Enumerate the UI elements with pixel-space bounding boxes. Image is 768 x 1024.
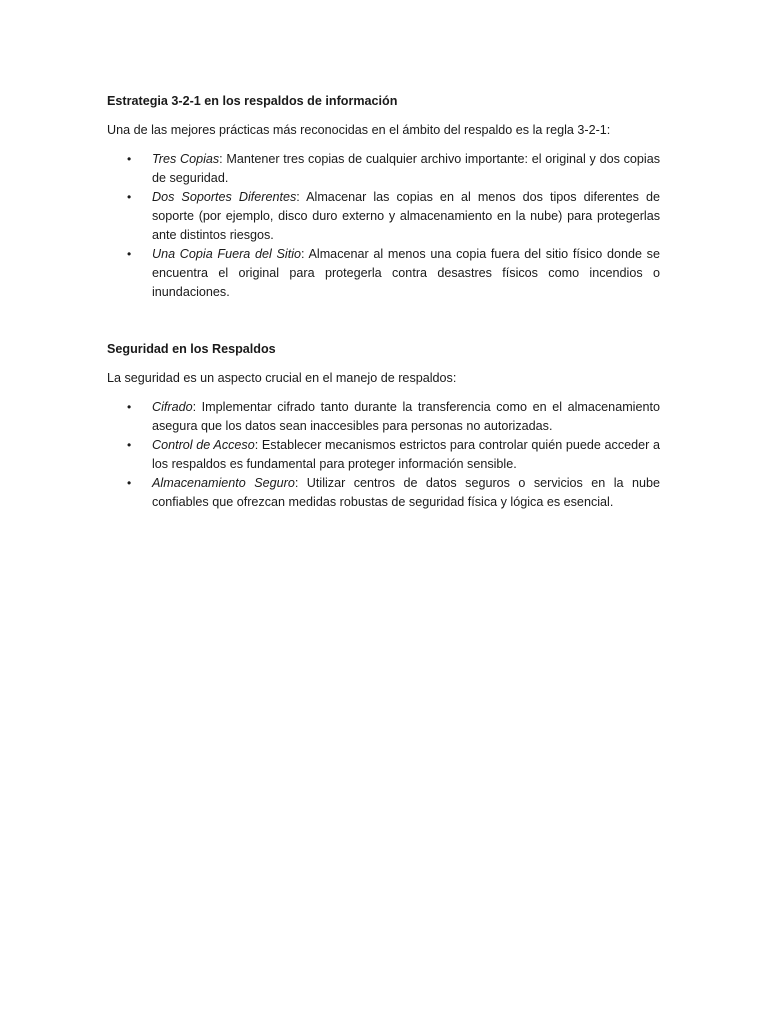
list-item-term: Tres Copias [152,152,220,166]
bullet-icon: • [127,190,132,204]
list-item [107,436,660,474]
bullet-icon: • [127,400,132,414]
bullet-list-seguridad [107,398,660,512]
section-intro-seguridad: La seguridad es un aspecto crucial en el manejo de respaldos: [107,371,457,385]
list-item-text: : Almacenar las copias en al menos dos tipos diferentes de soporte (por ejemplo, disco duro externo y almacenamiento en la nube) para protegerlas ante distintos riesgos. [152,190,660,242]
list-item-text: : Establecer mecanismos estrictos para controlar quién puede acceder a los respaldos es fundamental para proteger información sensible. [152,438,660,471]
document-page [107,92,660,512]
list-item-text: : Almacenar al menos una copia fuera del sitio físico donde se encuentra el original para protegerla contra desastres físicos como incendios o inundaciones. [152,247,660,299]
list-item-term: Cifrado [152,400,193,414]
list-item-text: : Utilizar centros de datos seguros o servicios en la nube confiables que ofrezcan medidas robustas de seguridad física y lógica es esencial. [152,476,660,509]
bullet-list-estrategia [107,150,660,302]
section-heading-seguridad: Seguridad en los Respaldos [107,342,276,356]
bullet-icon: • [127,247,132,261]
list-item-text: : Implementar cifrado tanto durante la transferencia como en el almacenamiento asegura que los datos sean inaccesibles para personas no autorizadas. [152,400,660,433]
bullet-icon: • [127,476,132,490]
list-item [107,150,660,188]
bullet-icon: • [127,438,132,452]
list-item [107,398,660,436]
list-item-term: Una Copia Fuera del Sitio [152,247,301,261]
list-item-term: Almacenamiento Seguro [152,476,295,490]
list-item [107,474,660,512]
bullet-icon: • [127,152,132,166]
section-heading-estrategia: Estrategia 3-2-1 en los respaldos de información [107,94,398,108]
list-item [107,245,660,302]
list-item-term: Control de Acceso [152,438,255,452]
list-item [107,188,660,245]
section-spacer [107,302,660,340]
section-intro-estrategia: Una de las mejores prácticas más reconocidas en el ámbito del respaldo es la regla 3-2-1: [107,123,611,137]
list-item-text: : Mantener tres copias de cualquier archivo importante: el original y dos copias de seguridad. [152,152,660,185]
list-item-term: Dos Soportes Diferentes [152,190,297,204]
